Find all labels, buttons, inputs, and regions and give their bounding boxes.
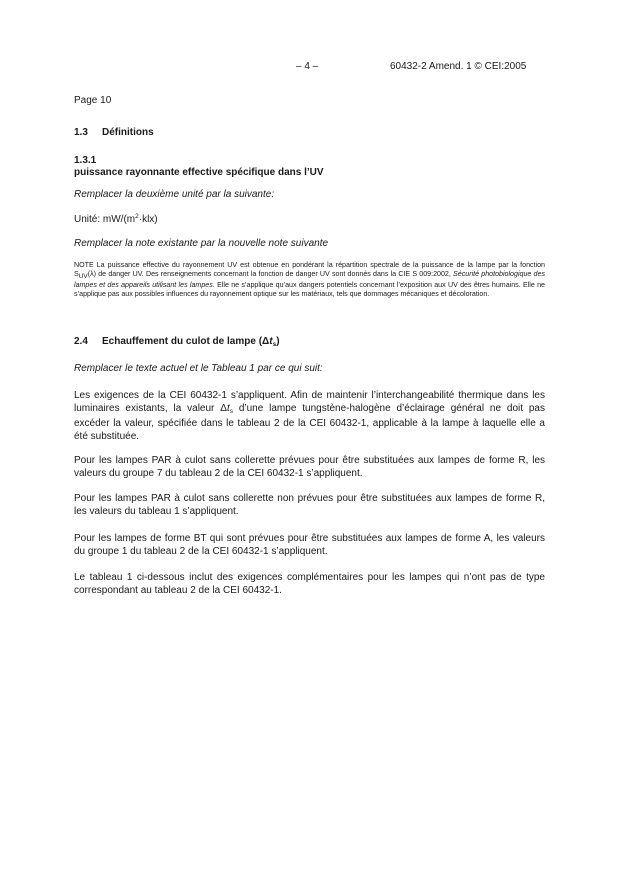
close-paren: ) [276, 336, 280, 347]
s-subscript: s [272, 341, 277, 348]
note-subscript: UV [78, 272, 88, 280]
note-paragraph [74, 261, 545, 299]
page-reference: Page 10 [74, 95, 112, 106]
subsection-number-1-3-1: 1.3.1 [74, 155, 97, 166]
paragraph-4: Pour les lampes de forme BT qui sont prévues pour être substituées aux lampes de forme A, les valeurs du groupe 1 du tableau 2 de la CEI 60432-1 s’appliquent. [74, 533, 545, 557]
instruction-replace-note: Remplacer la note existante par la nouvelle note suivante [74, 238, 329, 249]
unit-prefix: Unité: mW/(m [74, 214, 136, 225]
unit-line [74, 211, 545, 227]
section-number: 2.4 [74, 336, 88, 347]
note-text-1: NOTE La puissance effective du rayonnement UV est obtenue en pondérant la répartition spectrale de la puissance de la lampe par la fonction S [74, 261, 545, 278]
header-reference: 60432-2 Amend. 1 © CEI:2005 [390, 61, 527, 72]
note-italic-title: Sécurité photobiologique des lampes et des appareils utilisant les lampes. [74, 269, 545, 290]
paragraph-3: Pour les lampes PAR à culot sans collerette non prévues pour être substituées aux lampes de forme R, les valeurs du tableau 1 s’appliquent. [74, 493, 545, 517]
t-symbol: t [269, 336, 273, 347]
s-subscript: s [229, 407, 233, 415]
paragraph-1 [74, 390, 545, 443]
paragraph-2: Pour les lampes PAR à culot sans collerette prévues pour être substituées aux lampes de forme R, les valeurs du groupe 7 du tableau 2 de la CEI 60432-1 s’appliquent. [74, 455, 545, 479]
instruction-replace-text: Remplacer le texte actuel et le Tableau 1 par ce qui suit: [74, 363, 323, 374]
header-page-number: – 4 – [296, 61, 319, 72]
delta-symbol: Δ [262, 336, 270, 347]
para1-text-a: Les exigences de la CEI 60432-1 s’appliquent. Afin de maintenir l’interchangeabilité thermique dans les luminaires existants, la valeur [74, 390, 545, 414]
note-text-3: Elle ne s’applique qu’aux dangers potentiels concernant l’exposition aux UV des êtres humains. Elle ne s’applique pas aux possibles influences du rayonnement optique sur les matériaux, tels que dommages mécaniques et décoloration. [74, 281, 545, 299]
section-title: Echauffement du culot de lampe ( [102, 336, 263, 347]
term-heading: puissance rayonnante effective spécifique dans l’UV [74, 167, 324, 178]
section-heading-1-3 [74, 127, 154, 138]
instruction-replace-unit: Remplacer la deuxième unité par la suivante: [74, 189, 275, 200]
unit-superscript: 2 [135, 213, 139, 220]
unit-suffix: ·klx) [138, 214, 158, 225]
note-text-2: (λ) de danger UV. Des renseignements concernant la fonction de danger UV sont donnés dans la CIE S 009:2002, [87, 269, 454, 278]
t-symbol: t [226, 402, 230, 414]
section-title: Définitions [102, 127, 154, 138]
section-number: 1.3 [74, 127, 88, 138]
para1-text-b: d’une lampe tungstène-halogène d’éclairage général ne doit pas excéder la valeur, spécifiée dans le tableau 2 de la CEI 60432-1, applicable à la lampe à laquelle elle a été substituée. [74, 402, 545, 442]
section-heading-2-4 [74, 336, 280, 348]
delta-symbol: Δ [220, 402, 227, 414]
paragraph-5: Le tableau 1 ci-dessous inclut des exigences complémentaires pour les lampes qui n’ont pas de type correspondant au tableau 2 de la CEI 60432-1. [74, 572, 545, 596]
